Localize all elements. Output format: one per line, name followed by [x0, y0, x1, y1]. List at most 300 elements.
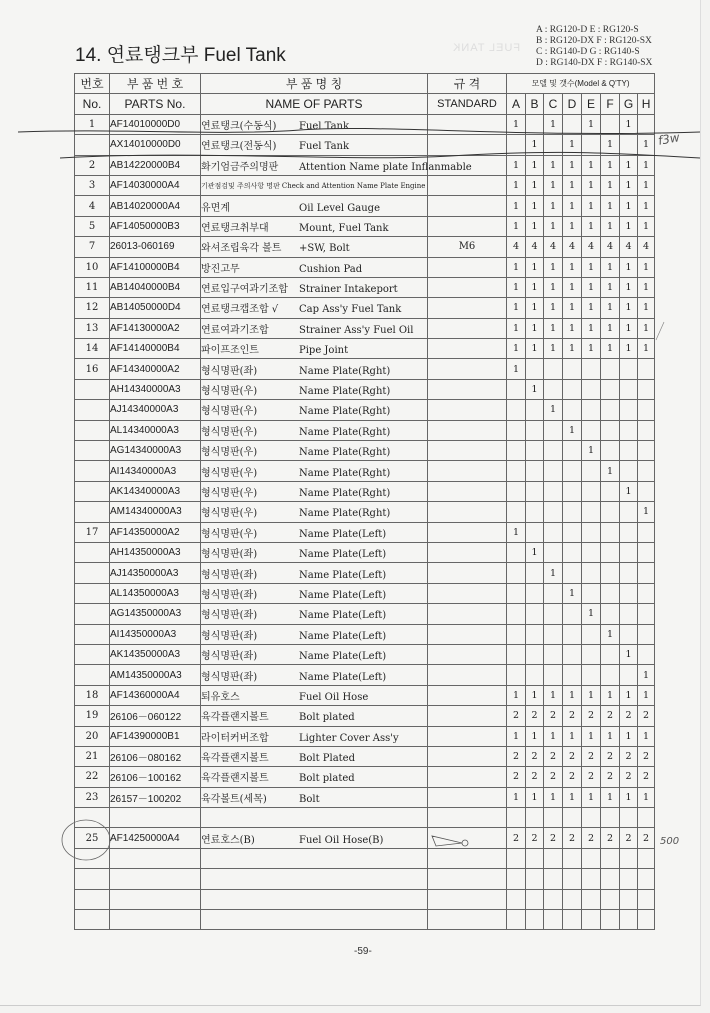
qty-model-h: [638, 420, 655, 440]
part-name: [201, 175, 428, 195]
qty-model-d: [563, 665, 582, 685]
item-number: [75, 624, 110, 644]
qty-model-a: [507, 400, 526, 420]
qty-model-a: [507, 502, 526, 522]
qty-model-h: 1: [638, 502, 655, 522]
qty-model-a: 1: [507, 318, 526, 338]
standard: [428, 542, 507, 562]
qty-model-f: [601, 644, 620, 664]
qty-model-h: 2: [638, 828, 655, 848]
qty-model-a: [507, 624, 526, 644]
qty-model-b: [526, 869, 544, 889]
part-number: [110, 869, 201, 889]
table-row: [75, 379, 655, 399]
part-name-kr: 형식명판(좌): [201, 651, 258, 663]
part-name-en: Name Plate(Rght): [299, 488, 391, 499]
part-name-en: Bolt: [299, 793, 320, 805]
part-name-kr: 형식명판(좌): [201, 569, 258, 581]
part-name-kr: 형식명판(좌): [201, 365, 258, 377]
qty-model-a: 4: [507, 237, 526, 257]
qty-model-b: [526, 604, 544, 624]
part-name: [201, 848, 428, 868]
table-row: [75, 828, 655, 848]
qty-model-b: [526, 502, 544, 522]
qty-model-e: [582, 808, 601, 828]
table-row: [75, 644, 655, 664]
qty-model-d: [563, 624, 582, 644]
part-number: AF14010000D0: [110, 114, 201, 134]
part-name-kr: 형식명판(우): [201, 447, 258, 459]
qty-model-b: 1: [526, 726, 544, 746]
part-name-kr: 유면계: [201, 202, 230, 214]
part-name-kr: 형식명판(좌): [201, 630, 258, 642]
part-number: AL14340000A3: [110, 420, 201, 440]
part-name-kr: 연료탱크캡조합 √: [201, 304, 279, 316]
qty-model-g: [620, 522, 638, 542]
qty-model-f: 1: [601, 624, 620, 644]
qty-model-b: 1: [526, 257, 544, 277]
qty-model-e: 2: [582, 746, 601, 766]
header-model-a: A: [507, 94, 526, 114]
qty-model-f: 1: [601, 787, 620, 807]
standard: [428, 339, 507, 359]
qty-model-e: [582, 135, 601, 155]
qty-model-e: [582, 542, 601, 562]
qty-model-b: 1: [526, 135, 544, 155]
part-name: [201, 155, 472, 175]
qty-model-g: [620, 604, 638, 624]
standard: [428, 726, 507, 746]
header-partno-kr: 부 품 번 호: [110, 74, 201, 94]
qty-model-a: 1: [507, 196, 526, 216]
standard: [428, 379, 507, 399]
qty-model-g: [620, 624, 638, 644]
part-name-en: Pipe Joint: [299, 345, 349, 357]
part-number: AG14350000A3: [110, 604, 201, 624]
part-name-en: Name Plate(Rght): [299, 406, 391, 418]
qty-model-d: 1: [563, 277, 582, 297]
part-number: AJ14350000A3: [110, 563, 201, 583]
qty-model-e: [582, 502, 601, 522]
table-row: [75, 624, 655, 644]
part-name-kr: 형식명판(좌): [201, 589, 258, 601]
table-row: [75, 910, 655, 930]
qty-model-b: 1: [526, 787, 544, 807]
part-name-kr: 형식명판(우): [201, 406, 258, 418]
qty-model-a: [507, 441, 526, 461]
tick-mark: [656, 322, 664, 340]
part-name-kr: 화기엄금주의명판: [201, 161, 279, 173]
qty-model-f: [601, 563, 620, 583]
qty-model-f: [601, 848, 620, 868]
part-name: [201, 644, 428, 664]
qty-model-d: 1: [563, 583, 582, 603]
part-number: AM14350000A3: [110, 665, 201, 685]
part-name: [201, 441, 428, 461]
qty-model-g: 1: [620, 318, 638, 338]
qty-model-h: [638, 114, 655, 134]
qty-model-f: 1: [601, 277, 620, 297]
qty-model-e: 1: [582, 155, 601, 175]
qty-model-h: [638, 848, 655, 868]
qty-model-c: [544, 583, 563, 603]
qty-model-b: [526, 359, 544, 379]
part-name-kr: 형식명판(우): [201, 426, 258, 438]
qty-model-b: 1: [526, 379, 544, 399]
qty-model-g: [620, 563, 638, 583]
qty-model-e: 2: [582, 828, 601, 848]
part-name-en: Name Plate(Left): [299, 610, 387, 622]
qty-model-f: 1: [601, 339, 620, 359]
qty-model-h: 1: [638, 726, 655, 746]
header-name-en: NAME OF PARTS: [201, 94, 428, 114]
part-name-kr: 연료호스(B): [201, 834, 255, 846]
qty-model-c: [544, 502, 563, 522]
part-number: [110, 889, 201, 909]
qty-model-d: [563, 400, 582, 420]
part-name: [201, 379, 428, 399]
qty-model-h: 1: [638, 665, 655, 685]
qty-model-c: 1: [544, 787, 563, 807]
table-row: [75, 441, 655, 461]
part-number: [110, 848, 201, 868]
qty-model-f: [601, 542, 620, 562]
part-name-en: Cushion Pad: [299, 263, 363, 275]
header-model-c: C: [544, 94, 563, 114]
qty-model-e: [582, 400, 601, 420]
part-name-en: Bolt Plated: [299, 753, 355, 765]
part-name-kr: 연료여과기조합: [201, 324, 269, 336]
table-row: [75, 808, 655, 828]
qty-model-e: [582, 644, 601, 664]
qty-model-d: [563, 359, 582, 379]
qty-model-f: [601, 808, 620, 828]
qty-model-b: [526, 583, 544, 603]
qty-model-c: [544, 848, 563, 868]
qty-model-b: 2: [526, 746, 544, 766]
qty-model-g: [620, 420, 638, 440]
part-name-kr: 와셔조립육각 볼트: [201, 243, 282, 255]
qty-model-d: 1: [563, 216, 582, 236]
table-row: [75, 461, 655, 481]
table-row: [75, 746, 655, 766]
part-name: [201, 196, 428, 216]
item-number: [75, 665, 110, 685]
part-name: [201, 298, 428, 318]
qty-model-b: [526, 563, 544, 583]
qty-model-g: 4: [620, 237, 638, 257]
qty-model-a: 1: [507, 216, 526, 236]
part-name-kr: 형식명판(우): [201, 488, 258, 499]
part-name-kr: 형식명판(우): [201, 508, 258, 520]
part-number: AL14350000A3: [110, 583, 201, 603]
qty-model-f: [601, 114, 620, 134]
qty-model-a: 1: [507, 522, 526, 542]
standard: [428, 420, 507, 440]
qty-model-h: 1: [638, 277, 655, 297]
qty-model-g: 1: [620, 787, 638, 807]
qty-model-d: 1: [563, 685, 582, 705]
part-number: AB14220000B4: [110, 155, 201, 175]
part-name-kr: 형식명판(좌): [201, 671, 258, 683]
qty-model-f: 1: [601, 726, 620, 746]
part-number: AI14340000A3: [110, 461, 201, 481]
part-name: [201, 257, 428, 277]
standard: [428, 359, 507, 379]
part-name: [201, 522, 428, 542]
part-name-en: Attention Name plate Inflanmable: [299, 161, 472, 173]
item-number: [75, 808, 110, 828]
standard: [428, 624, 507, 644]
qty-model-b: 4: [526, 237, 544, 257]
qty-model-e: [582, 481, 601, 501]
header-model-f: F: [601, 94, 620, 114]
part-name: [201, 665, 428, 685]
part-number: AF14140000B4: [110, 339, 201, 359]
part-name-kr: 파이프조인트: [201, 345, 259, 357]
part-name: [201, 726, 428, 746]
qty-model-d: [563, 889, 582, 909]
qty-model-h: [638, 481, 655, 501]
qty-model-a: 1: [507, 277, 526, 297]
item-number: [75, 379, 110, 399]
qty-model-b: 1: [526, 339, 544, 359]
qty-model-d: [563, 542, 582, 562]
qty-model-d: [563, 502, 582, 522]
item-number: 12: [75, 298, 110, 318]
qty-model-g: [620, 135, 638, 155]
part-name: [201, 624, 428, 644]
qty-model-c: [544, 461, 563, 481]
qty-model-b: 2: [526, 706, 544, 726]
qty-model-c: 1: [544, 155, 563, 175]
qty-model-g: 2: [620, 746, 638, 766]
qty-model-a: 1: [507, 787, 526, 807]
qty-model-f: 1: [601, 685, 620, 705]
qty-model-h: [638, 808, 655, 828]
part-name: [201, 542, 428, 562]
item-number: [75, 542, 110, 562]
item-number: [75, 869, 110, 889]
qty-model-g: 1: [620, 685, 638, 705]
table-row: [75, 706, 655, 726]
qty-model-g: [620, 441, 638, 461]
qty-model-d: [563, 481, 582, 501]
qty-model-d: 1: [563, 726, 582, 746]
part-name-en: Name Plate(Left): [299, 549, 387, 561]
qty-model-e: [582, 420, 601, 440]
part-number: AM14340000A3: [110, 502, 201, 522]
header-no-en: No.: [75, 94, 110, 114]
qty-model-e: 1: [582, 726, 601, 746]
qty-model-e: [582, 379, 601, 399]
qty-model-a: 1: [507, 114, 526, 134]
qty-model-b: 1: [526, 196, 544, 216]
qty-model-b: [526, 889, 544, 909]
part-name: [201, 746, 428, 766]
qty-model-f: 2: [601, 706, 620, 726]
item-number: [75, 502, 110, 522]
item-number: [75, 604, 110, 624]
standard: [428, 216, 507, 236]
qty-model-f: 1: [601, 298, 620, 318]
qty-model-a: 1: [507, 155, 526, 175]
standard: [428, 706, 507, 726]
qty-model-a: [507, 848, 526, 868]
qty-model-c: 2: [544, 828, 563, 848]
qty-model-h: [638, 563, 655, 583]
part-name: [201, 828, 428, 848]
qty-model-a: 1: [507, 359, 526, 379]
part-number: AF14340000A2: [110, 359, 201, 379]
header-no-kr: 번호: [75, 74, 110, 94]
standard: [428, 665, 507, 685]
qty-model-g: 1: [620, 175, 638, 195]
qty-model-g: 1: [620, 114, 638, 134]
part-name-en: Name Plate(Left): [299, 589, 387, 601]
part-number: AK14340000A3: [110, 481, 201, 501]
table-row: [75, 563, 655, 583]
part-name-en: Strainer Ass'y Fuel Oil: [299, 324, 414, 336]
item-number: [75, 400, 110, 420]
qty-model-e: 1: [582, 216, 601, 236]
qty-model-h: [638, 522, 655, 542]
qty-model-a: 2: [507, 706, 526, 726]
standard: [428, 848, 507, 868]
qty-model-g: [620, 848, 638, 868]
qty-model-b: 1: [526, 685, 544, 705]
qty-model-a: 1: [507, 175, 526, 195]
part-name-en: Name Plate(Left): [299, 630, 387, 642]
qty-model-h: [638, 910, 655, 930]
qty-model-d: [563, 644, 582, 664]
qty-model-c: 1: [544, 196, 563, 216]
part-name-kr: 기관점검및 주의사항 명판: [201, 181, 280, 190]
table-row: [75, 237, 655, 257]
qty-model-f: 2: [601, 828, 620, 848]
qty-model-d: 2: [563, 767, 582, 787]
item-number: [75, 848, 110, 868]
qty-model-g: 1: [620, 644, 638, 664]
item-number: [75, 889, 110, 909]
qty-model-c: [544, 379, 563, 399]
item-number: 7: [75, 237, 110, 257]
qty-model-g: [620, 542, 638, 562]
table-row: [75, 216, 655, 236]
qty-model-a: [507, 583, 526, 603]
part-number: AK14350000A3: [110, 644, 201, 664]
standard: [428, 889, 507, 909]
qty-model-a: [507, 563, 526, 583]
qty-model-d: 2: [563, 706, 582, 726]
qty-model-g: 2: [620, 706, 638, 726]
qty-model-c: [544, 441, 563, 461]
table-row: [75, 318, 655, 338]
standard: [428, 277, 507, 297]
qty-model-g: 1: [620, 481, 638, 501]
qty-model-h: [638, 379, 655, 399]
qty-model-e: [582, 848, 601, 868]
qty-model-e: 1: [582, 277, 601, 297]
qty-model-g: 2: [620, 828, 638, 848]
qty-model-f: [601, 359, 620, 379]
qty-model-d: [563, 563, 582, 583]
qty-model-f: [601, 869, 620, 889]
part-name: [201, 339, 428, 359]
table-row: [75, 257, 655, 277]
qty-model-c: [544, 644, 563, 664]
qty-model-c: 2: [544, 706, 563, 726]
qty-model-h: 1: [638, 196, 655, 216]
standard: [428, 767, 507, 787]
part-name-kr: 라이터커버조합: [201, 732, 269, 744]
qty-model-g: 1: [620, 216, 638, 236]
part-name: [201, 563, 428, 583]
part-number: AF14100000B4: [110, 257, 201, 277]
parts-table-body: [75, 114, 655, 930]
part-name-en: Name Plate(Rght): [299, 467, 391, 479]
table-row: [75, 542, 655, 562]
qty-model-b: 2: [526, 828, 544, 848]
legend-line: A : RG120-D E : RG120-S: [536, 25, 639, 35]
item-number: 2: [75, 155, 110, 175]
standard: [428, 400, 507, 420]
table-row: [75, 420, 655, 440]
qty-model-f: 1: [601, 216, 620, 236]
qty-model-h: [638, 604, 655, 624]
qty-model-h: 1: [638, 135, 655, 155]
qty-model-c: [544, 869, 563, 889]
standard: [428, 298, 507, 318]
qty-model-d: [563, 808, 582, 828]
qty-model-b: [526, 481, 544, 501]
qty-model-g: 1: [620, 277, 638, 297]
table-row: [75, 583, 655, 603]
qty-model-a: 2: [507, 828, 526, 848]
qty-model-g: 1: [620, 298, 638, 318]
qty-model-g: [620, 889, 638, 909]
table-row: [75, 522, 655, 542]
qty-model-e: 1: [582, 604, 601, 624]
item-number: 25: [75, 828, 110, 848]
qty-model-h: 1: [638, 155, 655, 175]
table-row: [75, 665, 655, 685]
qty-model-d: [563, 461, 582, 481]
part-number: AX14010000D0: [110, 135, 201, 155]
part-name-en: Fuel Tank: [299, 141, 350, 153]
qty-model-b: [526, 665, 544, 685]
model-legend: [536, 25, 652, 69]
qty-model-b: [526, 400, 544, 420]
part-name-en: Name Plate(Rght): [299, 447, 391, 459]
qty-model-f: 4: [601, 237, 620, 257]
header-model-b: B: [526, 94, 544, 114]
standard: [428, 196, 507, 216]
part-name-kr: 연료입구여과기조합: [201, 284, 288, 296]
part-number: AF14390000B1: [110, 726, 201, 746]
part-name-en: Name Plate(Rght): [299, 365, 391, 377]
qty-model-h: 1: [638, 339, 655, 359]
qty-model-e: [582, 889, 601, 909]
item-number: 3: [75, 175, 110, 195]
qty-model-h: 1: [638, 685, 655, 705]
part-number: 26106－060122: [110, 706, 201, 726]
qty-model-c: [544, 604, 563, 624]
table-row: [75, 481, 655, 501]
qty-model-c: 1: [544, 175, 563, 195]
header-row-en: [75, 94, 655, 114]
qty-model-b: [526, 441, 544, 461]
